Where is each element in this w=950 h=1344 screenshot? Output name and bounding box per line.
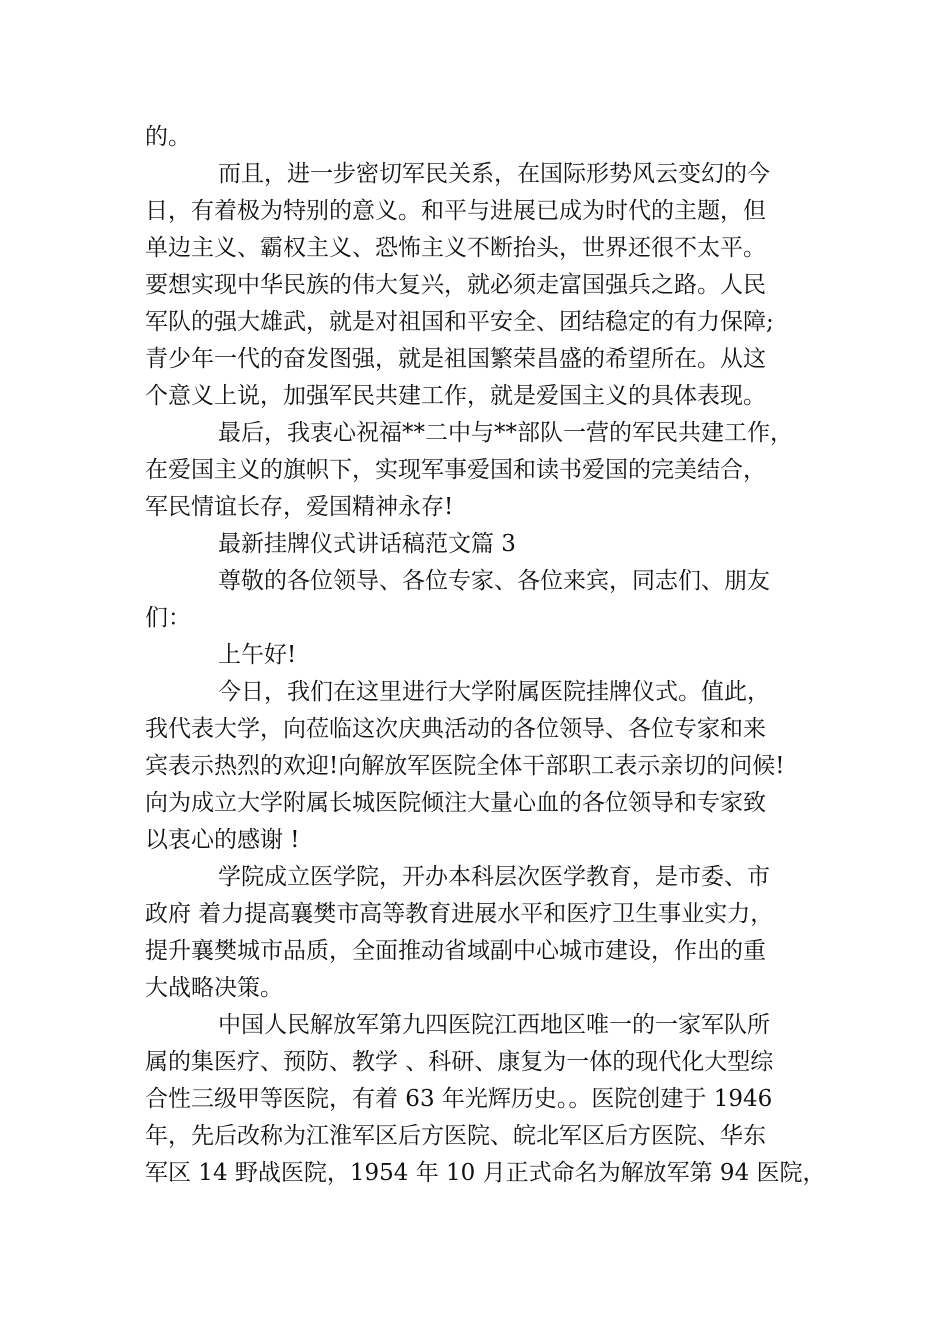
text-line: 而且，进一步密切军民关系，在国际形势风云变幻的今 — [218, 161, 770, 187]
text-line: 学院成立医学院，开办本科层次医学教育，是市委、市 — [218, 864, 770, 890]
text-line: 宾表示热烈的欢迎!向解放军医院全体干部职工表示亲切的问候! — [145, 753, 785, 779]
section-heading: 最新挂牌仪式讲话稿范文篇 3 — [218, 531, 516, 557]
text-line: 提升襄樊城市品质，全面推动省域副中心城市建设，作出的重 — [145, 938, 766, 964]
text-line: 合性三级甲等医院，有着 63 年光辉历史。。医院创建于 1946 — [145, 1086, 773, 1112]
text-line: 以衷心的感谢 ! — [145, 827, 300, 853]
text-line: 尊敬的各位领导、各位专家、各位来宾，同志们、朋友 — [218, 568, 770, 594]
text-line: 日，有着极为特别的意义。和平与进展已成为时代的主题，但 — [145, 198, 766, 224]
text-line: 年，先后改称为江淮军区后方医院、皖北军区后方医院、华东 — [145, 1123, 766, 1149]
text-line: 单边主义、霸权主义、恐怖主义不断抬头，世界还很不太平。 — [145, 235, 766, 261]
text-line: 中国人民解放军第九四医院江西地区唯一的一家军队所 — [218, 1012, 770, 1038]
text-line: 青少年一代的奋发图强，就是祖国繁荣昌盛的希望所在。从这 — [145, 346, 766, 372]
text-line: 今日，我们在这里进行大学附属医院挂牌仪式。值此， — [218, 679, 770, 705]
text-line: 上午好! — [218, 642, 297, 668]
text-line: 大战略决策。 — [145, 975, 283, 1001]
text-line: 个意义上说，加强军民共建工作，就是爱国主义的具体表现。 — [145, 383, 766, 409]
text-line: 在爱国主义的旗帜下，实现军事爱国和读书爱国的完美结合， — [145, 457, 766, 483]
text-line: 军区 14 野战医院，1954 年 10 月正式命名为解放军第 94 医院， — [145, 1160, 826, 1186]
text-line: 的。 — [145, 124, 191, 150]
text-line: 政府 着力提高襄樊市高等教育进展水平和医疗卫生事业实力， — [145, 901, 774, 927]
text-line: 属的集医疗、预防、教学 、科研、康复为一体的现代化大型综 — [145, 1049, 774, 1075]
text-line: 向为成立大学附属长城医院倾注大量心血的各位领导和专家致 — [145, 790, 766, 816]
text-line: 军民情谊长存，爱国精神永存! — [145, 494, 454, 520]
text-line: 我代表大学，向莅临这次庆典活动的各位领导、各位专家和来 — [145, 716, 766, 742]
text-line: 军队的强大雄武，就是对祖国和平安全、团结稳定的有力保障; — [145, 309, 774, 335]
text-line: 最后，我衷心祝福**二中与**部队一营的军民共建工作， — [218, 420, 793, 446]
text-line: 们： — [145, 605, 191, 631]
text-line: 要想实现中华民族的伟大复兴，就必须走富国强兵之路。人民 — [145, 272, 766, 298]
